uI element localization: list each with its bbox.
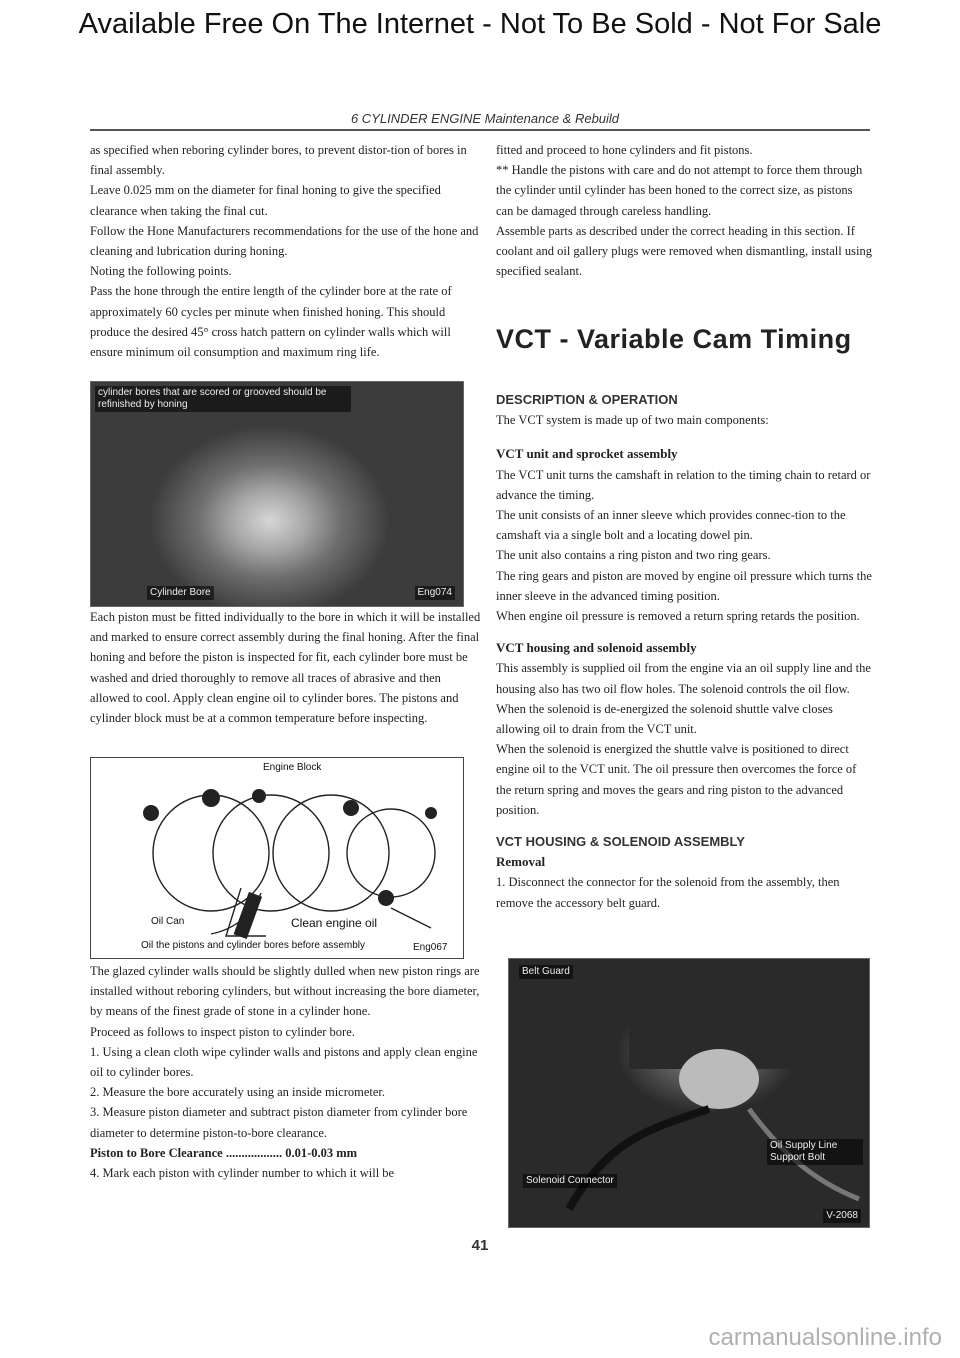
oil-can-label: Oil Can bbox=[151, 916, 185, 927]
photo-label: Solenoid Connector bbox=[523, 1174, 617, 1188]
paragraph: Proceed as follows to inspect piston to cylinder bore. bbox=[90, 1024, 355, 1039]
photo-label: Oil Supply Line Support Bolt bbox=[767, 1139, 863, 1165]
header-rule bbox=[90, 129, 870, 131]
subheading: VCT unit and sprocket assembly bbox=[496, 446, 678, 462]
description-heading: DESCRIPTION & OPERATION bbox=[496, 392, 678, 407]
photo-label: Cylinder Bore bbox=[147, 586, 214, 600]
cylinder-bore-photo bbox=[90, 381, 464, 607]
paragraph: The unit also contains a ring piston and two ring gears. bbox=[496, 548, 771, 563]
spec-dots: .................. bbox=[225, 1145, 283, 1160]
paragraph: The glazed cylinder walls should be slightly dulled when new piston rings are installed without reboring cylinders, but without increasing the bore diameter, by means of the finest grade of stone in a cylinder hone. bbox=[90, 964, 480, 1019]
paragraph: as specified when reboring cylinder bores, to prevent distor-tion of bores in final assembly. bbox=[90, 143, 467, 178]
section-title: VCT - Variable Cam Timing bbox=[496, 324, 852, 354]
engine-block-drawing bbox=[91, 758, 463, 958]
paragraph: The unit consists of an inner sleeve which provides connec-tion to the camshaft via a single bolt and a locating dowel pin. bbox=[496, 508, 846, 543]
left-column-bottom bbox=[90, 961, 482, 1183]
step: 1. Using a clean cloth wipe cylinder walls and pistons and apply clean engine oil to cylinder bores. bbox=[90, 1044, 478, 1080]
paragraph: This assembly is supplied oil from the engine via an oil supply line and the housing also has two oil flow holes. The solenoid controls the oil flow. bbox=[496, 661, 871, 696]
oil-pistons-diagram bbox=[90, 757, 464, 959]
photo-code: V-2068 bbox=[823, 1209, 861, 1223]
paragraph: ** Handle the pistons with care and do not attempt to force them through the cylinder until cylinder has been honed to the correct size, as pistons can be damaged through careless handling. bbox=[496, 163, 863, 218]
paragraph: The VCT system is made up of two main components: bbox=[496, 413, 769, 428]
page-number: 41 bbox=[471, 1237, 489, 1254]
step: 4. Mark each piston with cylinder number to which it will be bbox=[90, 1166, 395, 1181]
right-column-description bbox=[496, 390, 872, 913]
paragraph: Leave 0.025 mm on the diameter for final honing to give the specified clearance when taking the final cut. bbox=[90, 183, 441, 218]
photo-code: Eng074 bbox=[415, 586, 455, 600]
paragraph: When the solenoid is energized the shuttle valve is positioned to direct engine oil to the VCT unit. The oil pressure then overcomes the force of the return spring and moves the gears and ring piston to the advanced position. bbox=[496, 742, 857, 817]
paragraph: Assemble parts as described under the correct heading in this section. If coolant and oil gallery plugs were removed when dismantling, install using specified sealant. bbox=[496, 223, 872, 279]
step: 1. Disconnect the connector for the solenoid from the assembly, then remove the accessory belt guard. bbox=[496, 875, 840, 910]
photo-caption: cylinder bores that are scored or grooved should be refinished by honing bbox=[95, 386, 351, 412]
paragraph: fitted and proceed to hone cylinders and fit pistons. bbox=[496, 143, 753, 157]
step: 2. Measure the bore accurately using an inside micrometer. bbox=[90, 1085, 386, 1100]
diagram-code: Eng067 bbox=[413, 942, 448, 953]
banner-text: Available Free On The Internet - Not To Be Sold - Not For Sale bbox=[78, 8, 882, 40]
clean-oil-label: Clean engine oil bbox=[291, 916, 378, 930]
spec-line bbox=[90, 1143, 482, 1163]
step: 3. Measure piston diameter and subtract piston diameter from cylinder bore diameter to determine piston-to-bore clearance. bbox=[90, 1105, 468, 1140]
left-column-top bbox=[90, 140, 482, 362]
engine-block-label: Engine Block bbox=[263, 762, 322, 773]
paragraph: The ring gears and piston are moved by engine oil pressure which turns the inner sleeve in the advanced timing position. bbox=[496, 568, 872, 603]
spec-value: 0.01-0.03 mm bbox=[285, 1145, 358, 1160]
right-column-top bbox=[496, 140, 872, 281]
subheading: VCT housing and solenoid assembly bbox=[496, 640, 697, 656]
paragraph: When engine oil pressure is removed a return spring retards the position. bbox=[496, 609, 860, 624]
paragraph: Noting the following points. bbox=[90, 264, 232, 279]
running-head: 6 CYLINDER ENGINE Maintenance & Rebuild bbox=[350, 111, 620, 126]
vct-photo bbox=[508, 958, 870, 1228]
removal-heading: Removal bbox=[496, 854, 546, 870]
paragraph: When the solenoid is de-energized the solenoid shuttle valve closes allowing oil to drain from the VCT unit. bbox=[496, 701, 833, 737]
diagram-caption: Oil the pistons and cylinder bores before assembly bbox=[141, 940, 366, 951]
spec-label: Piston to Bore Clearance bbox=[90, 1145, 223, 1160]
housing-heading: VCT HOUSING & SOLENOID ASSEMBLY bbox=[496, 834, 745, 850]
left-column-middle bbox=[90, 607, 482, 728]
paragraph: Follow the Hone Manufacturers recommendations for the use of the hone and cleaning and lubrication during honing. bbox=[90, 223, 479, 259]
paragraph: Pass the hone through the entire length of the cylinder bore at the rate of approximately 60 cycles per minute when finished honing. This should produce the desired 45° cross hatch pattern on cylinder walls which will ensure minimum oil consumption and maximum ring life. bbox=[90, 284, 452, 360]
footer-watermark: carmanualsonline.info bbox=[708, 1324, 942, 1351]
paragraph: Each piston must be fitted individually to the bore in which it will be installed and marked to ensure correct assembly during the final honing. After the final honing and before the piston is inspected for fit, each cylinder bore must be washed and dried thoroughly to remove all traces of abrasive and then allowed to cool. Apply clean engine oil to cylinder bores. The pistons and cylinder block must be at a common temperature before inspecting. bbox=[90, 610, 481, 726]
photo-label: Belt Guard bbox=[519, 965, 573, 979]
paragraph: The VCT unit turns the camshaft in relation to the timing chain to retard or advance the timing. bbox=[496, 467, 871, 502]
